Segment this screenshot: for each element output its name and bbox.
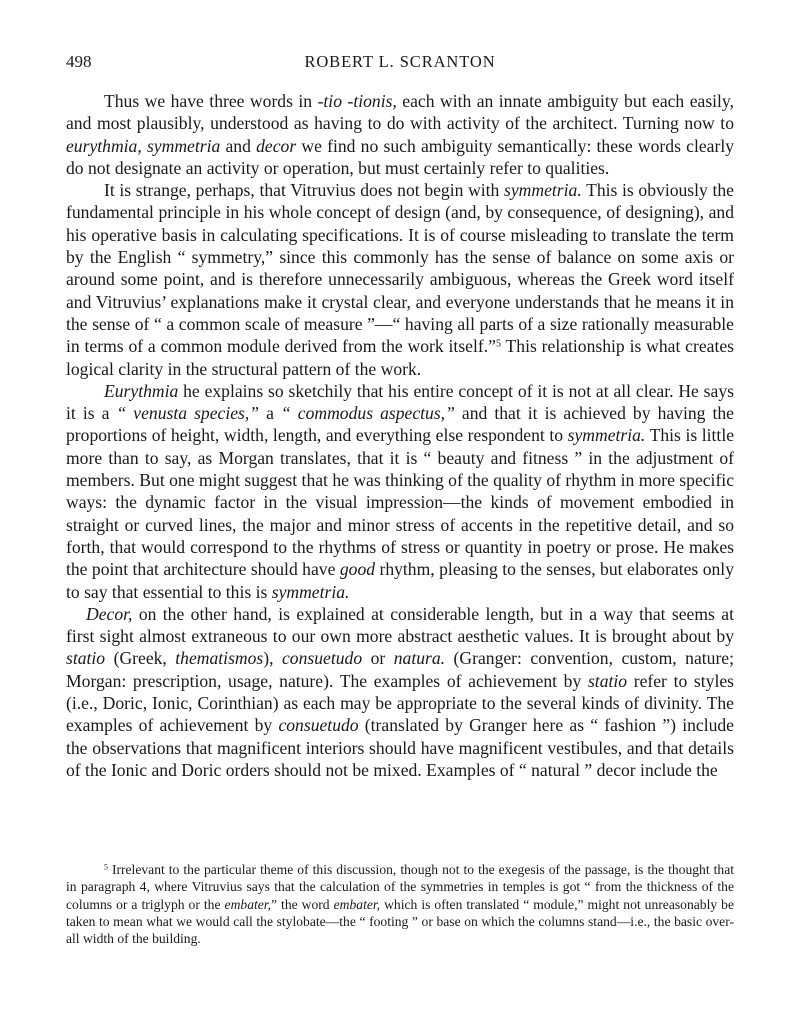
running-head: ROBERT L. SCRANTON <box>304 52 496 71</box>
paragraph-3: Eurythmia he explains so sketchily that his entire concept of it is not at all clear. He says it is a “ venusta species,” a “ commodus aspectus,” and that it is achieved by having the proportions of height, width, length, and everything else respondent to symmetria. This is little more than to say, as Morgan translates, that it is “ beauty and fitness ” in the adjustment of members. But one might suggest that he was thinking of the quality of rhythm in more specific ways: the dynamic factor in the visual impression—the kinds of movement embodied in straight or curved lines, the major and minor stress of accents in the repetitive detail, and so forth, that would correspond to the rhythms of stress or quantity in poetry or prose. He makes the point that architecture should have good rhythm, pleasing to the senses, but elaborates only to say that essential to this is symmetria. <box>66 380 735 602</box>
paragraph-2: It is strange, perhaps, that Vitruvius does not begin with symmetria. This is obviously the fundamental principle in his whole concept of design (and, by consequence, of designing), and his operative basis in calculating specifications. It is of course misleading to translate the term by the English “ symmetry,” since this commonly has the sense of balance on some axis or around some point, and is therefore unnecessarily ambiguous, whereas the Greek word itself and Vitruvius’ explanations make it crystal clear, and everyone understands that he means it in the sense of “ a common scale of measure ”—“ having all parts of a size rationally measurable in terms of a common module derived from the work itself.”$^5$ This relationship is what creates logical clarity in the structural pattern of the work. <box>66 180 734 379</box>
footnote-ref[interactable]: 5 <box>495 338 502 350</box>
page-number: 498 <box>66 52 92 71</box>
footnote-mark: 5 <box>104 862 108 872</box>
footnote <box>66 861 734 947</box>
footnote-text: $^5$ Irrelevant to the particular theme of this discussion, though not to the exegesis of the passage, is the thought that in paragraph 4, where Vitruvius says that the calculation of the symmetries in temples is got “ from the thickness of the columns or a triglyph or the embater,” the word embater, which is often translated “ module,” might not unreasonably be taken to mean what we would call the stylobate—the “ footing ” or base on which the columns stand—i.e., the basic over-all width of the building. <box>66 862 735 947</box>
body-text <box>66 90 734 781</box>
page-header <box>66 52 734 76</box>
paragraph-4: Decor, on the other hand, is explained at considerable length, but in a way that seems at first sight almost extraneous to our own more abstract aesthetic values. It is brought about by statio (Greek, thematismos), consuetudo or natura. (Granger: convention, custom, nature; Morgan: prescription, usage, nature). The examples of achievement by statio refer to styles (i.e., Doric, Ionic, Corinthian) as each may be appropriate to the several kinds of divinity. The examples of achievement by consuetudo (translated by Granger here as “ fashion ”) include the observations that magnificent interiors should have magnificent vestibules, and that details of the Ionic and Doric orders should not be mixed. Examples of “ natural ” decor include the <box>66 603 734 780</box>
paragraph-1: Thus we have three words in -tio -tionis, each with an innate ambiguity but each easily, and most plausibly, understood as having to do with activity of the architect. Turning now to eurythmia, symmetria and decor we find no such ambiguity semantically: these words clearly do not designate an activity or operation, but must certainly refer to qualities. <box>66 91 735 178</box>
